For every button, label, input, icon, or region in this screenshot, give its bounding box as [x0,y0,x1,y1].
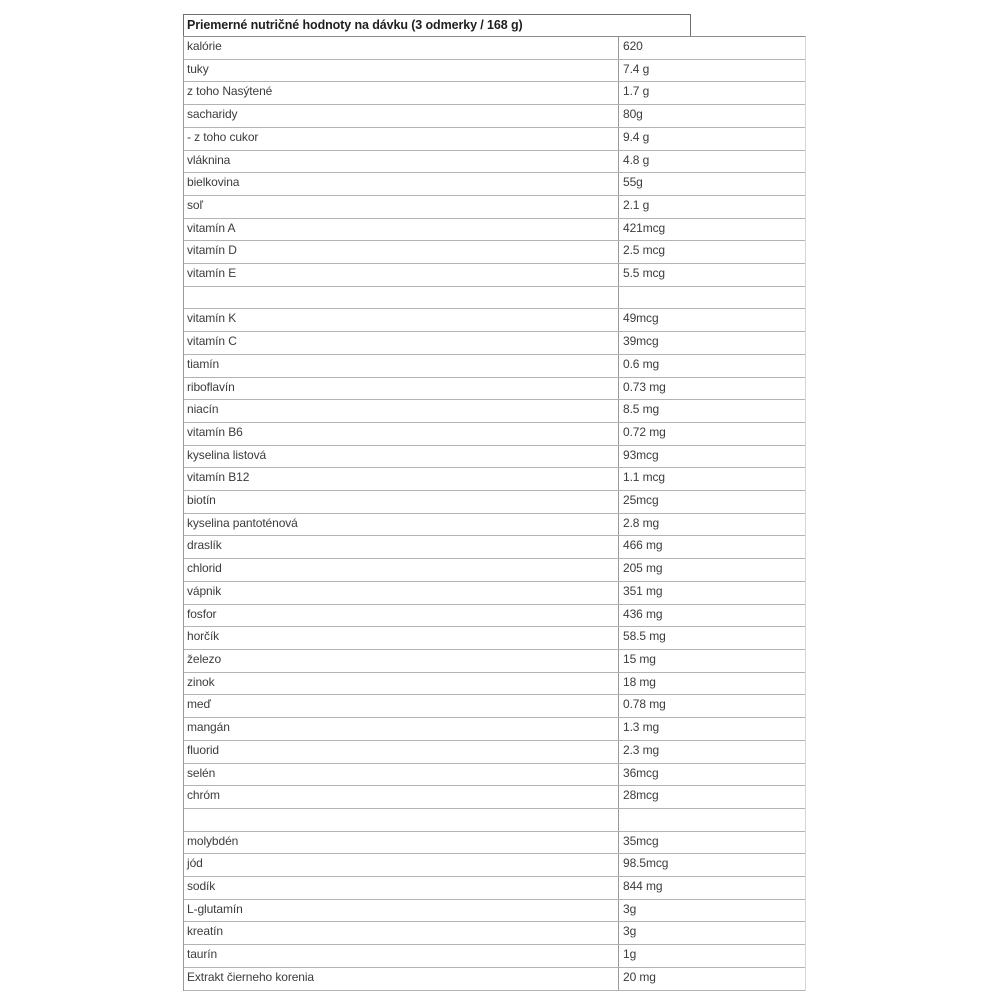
nutrient-value: 0.6 mg [623,356,660,371]
table-row [184,287,805,310]
table-row [184,582,805,605]
nutrient-value: 20 mg [623,969,656,984]
table-row [184,809,805,832]
table-row [184,718,805,741]
nutrient-label: biotín [184,491,619,513]
nutrient-label: molybdén [184,832,619,854]
nutrient-value: 28mcg [623,788,659,803]
nutrient-label: L-glutamín [184,900,619,922]
nutrient-value: 15 mg [623,651,656,666]
nutrient-label: vitamín A [184,219,619,241]
nutrient-value: 4.8 g [623,152,650,167]
nutrient-value: 2.3 mg [623,742,660,757]
nutrient-value: 18 mg [623,674,656,689]
nutrient-value: 844 mg [623,879,663,894]
nutrient-label: riboflavín [184,378,619,400]
nutrient-value: 3g [623,901,637,916]
nutrient-label: kyselina listová [184,446,619,468]
table-row [184,446,805,469]
table-row [184,968,805,991]
table-row [184,196,805,219]
nutrient-label: - z toho cukor [184,128,619,150]
nutrient-value: 55g [623,175,643,190]
nutrient-label: vitamín E [184,264,619,286]
nutrient-value: 1.7 g [623,84,650,99]
nutrient-label: sacharidy [184,105,619,127]
nutrient-label: mangán [184,718,619,740]
nutrient-label: kreatín [184,922,619,944]
nutrient-value: 0.73 mg [623,379,666,394]
nutrient-label: jód [184,854,619,876]
table-row [184,650,805,673]
table-row [184,854,805,877]
table-row [184,673,805,696]
nutrient-value: 80g [623,107,643,122]
nutrient-value: 98.5mcg [623,856,669,871]
nutrient-value: 0.72 mg [623,424,666,439]
nutrient-label: chlorid [184,559,619,581]
table-header: Priemerné nutričné hodnoty na dávku (3 odmerky / 168 g) [183,14,691,36]
table-row [184,264,805,287]
nutrient-value: 0.78 mg [623,697,666,712]
nutrient-label: selén [184,764,619,786]
table-row [184,60,805,83]
nutrient-label: zinok [184,673,619,695]
nutrient-label: z toho Nasýtené [184,82,619,104]
table-row [184,423,805,446]
table-row [184,764,805,787]
nutrient-value: 9.4 g [623,129,650,144]
table-row [184,877,805,900]
table-row [184,468,805,491]
nutrient-label: vitamín B6 [184,423,619,445]
nutrient-value: 351 mg [623,583,663,598]
nutrient-value: 39mcg [623,334,659,349]
nutrient-label: vitamín B12 [184,468,619,490]
nutrient-label: fosfor [184,605,619,627]
nutrient-label: tiamín [184,355,619,377]
nutrient-label: vitamín D [184,241,619,263]
table-row [184,241,805,264]
table-row [184,922,805,945]
table-row [184,309,805,332]
table-row [184,695,805,718]
nutrient-value: 8.5 mg [623,402,660,417]
table-row [184,37,805,60]
nutrient-label: kyselina pantoténová [184,514,619,536]
nutrient-value: 2.1 g [623,197,650,212]
nutrient-label [184,809,619,831]
nutrient-value [619,809,805,831]
nutrient-label: draslík [184,536,619,558]
nutrient-label: meď [184,695,619,717]
nutrient-label: vápnik [184,582,619,604]
table-row [184,832,805,855]
nutrient-value [619,287,805,309]
nutrient-label [184,287,619,309]
nutrient-label: niacín [184,400,619,422]
nutrient-label: kalórie [184,37,619,59]
table-row [184,536,805,559]
nutrient-label: vitamín K [184,309,619,331]
table-row [184,559,805,582]
table-row [184,355,805,378]
nutrient-value: 25mcg [623,493,659,508]
nutrient-label: chróm [184,786,619,808]
table-row [184,741,805,764]
table-row [184,82,805,105]
table-row [184,173,805,196]
nutrient-value: 2.5 mcg [623,243,665,258]
nutrient-label: Extrakt čierneho korenia [184,968,619,990]
nutrient-value: 466 mg [623,538,663,553]
nutrient-label: fluorid [184,741,619,763]
nutrient-label: vláknina [184,151,619,173]
table-row [184,491,805,514]
table-row [184,332,805,355]
table-row [184,151,805,174]
nutrient-value: 1.1 mcg [623,470,665,485]
nutrition-facts-table [183,14,806,991]
table-row [184,400,805,423]
nutrient-value: 93mcg [623,447,659,462]
nutrient-value: 58.5 mg [623,629,666,644]
nutrient-value: 1.3 mg [623,720,660,735]
nutrient-value: 36mcg [623,765,659,780]
nutrient-value: 620 [623,39,643,53]
nutrient-label: železo [184,650,619,672]
table-row [184,786,805,809]
table-row [184,128,805,151]
table-row [184,945,805,968]
nutrient-value: 1g [623,947,637,962]
nutrient-value: 436 mg [623,606,663,621]
table-row [184,105,805,128]
nutrient-label: horčík [184,627,619,649]
nutrient-value: 7.4 g [623,61,650,76]
nutrient-value: 49mcg [623,311,659,326]
nutrient-label: soľ [184,196,619,218]
nutrient-label: sodík [184,877,619,899]
nutrient-value: 421mcg [623,220,666,235]
nutrient-value: 5.5 mcg [623,266,665,281]
nutrient-label: bielkovina [184,173,619,195]
nutrient-value: 2.8 mg [623,515,660,530]
table-row [184,219,805,242]
nutrition-table-body [183,36,806,991]
table-row [184,900,805,923]
nutrient-value: 205 mg [623,561,663,576]
nutrient-label: vitamín C [184,332,619,354]
nutrient-label: tuky [184,60,619,82]
table-row [184,378,805,401]
table-row [184,627,805,650]
table-row [184,514,805,537]
nutrient-value: 35mcg [623,833,659,848]
nutrient-label: taurín [184,945,619,967]
nutrient-value: 3g [623,924,637,939]
table-row [184,605,805,628]
